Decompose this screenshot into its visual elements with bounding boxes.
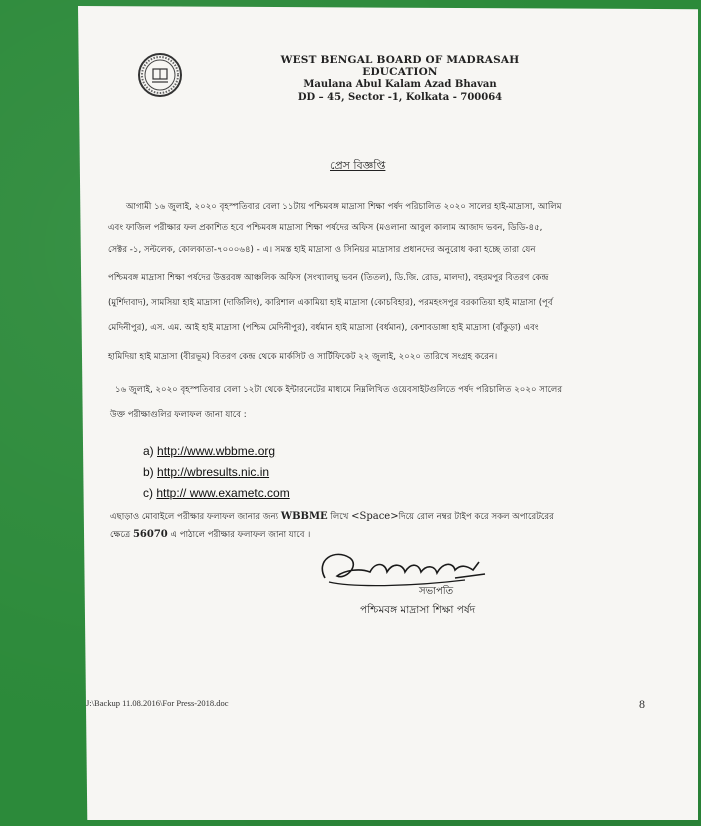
- para1-line: আগামী ১৬ জুলাই, ২০২০ বৃহস্পতিবার বেলা ১১টায় পশ্চিমবঙ্গ মাদ্রাসা শিক্ষা পর্ষদ পরিচালিত ২০২০ সালের হাই-মাদ্রাসা, আলিম: [126, 202, 562, 212]
- sms-line-2: [110, 528, 310, 542]
- letterhead: [250, 54, 550, 104]
- file-path: J:\Backup 11.08.2016\For Press-2018.doc: [86, 698, 229, 708]
- sms-number: 56070: [132, 529, 168, 540]
- signatory-organization: পশ্চিমবঙ্গ মাদ্রাসা শিক্ষা পর্ষদ: [360, 604, 476, 616]
- link-marker: c): [143, 486, 153, 500]
- para1-line: (মুর্শিদাবাদ), সামসিয়া হাই মাদ্রাসা (দার্জিলিং), কারিশাল একামিয়া হাই মাদ্রাসা (কোচবিহার), পরমহংসপুর বরকাতিয়া হাই মাদ্রাসা (পূর্ব: [108, 298, 553, 308]
- signatory-designation: সভাপতি: [419, 586, 454, 597]
- para1-line: হামিদিয়া হাই মাদ্রাসা (বীরভূম) বিতরণ কেন্দ্র থেকে মার্কসিট ও সার্টিফিকেট ২২ জুলাই, ২০২০ তারিখে সংগ্রহ করেন।: [108, 352, 498, 362]
- page-number: 8: [639, 697, 645, 711]
- para1-line: মেদিনীপুর), এস. এম. আই হাই মাদ্রাসা (পশ্চিম মেদিনীপুর), বর্ধমান হাই মাদ্রাসা (বর্ধমান), কেশাবডাঙ্গা হাই মাদ্রাসা (বাঁকুড়া) এবং: [108, 323, 539, 333]
- sms-text-pre2: ক্ষেত্রে: [110, 530, 133, 540]
- link-wbresults[interactable]: http://wbresults.nic.in: [157, 465, 270, 479]
- sms-text-pre: এছাড়াও মোবাইলে পরীক্ষার ফলাফল জানার জন্য: [110, 512, 281, 522]
- notice-title: প্রেস বিজ্ঞপ্তি: [330, 159, 386, 172]
- sms-text-post: দিয়ে রোল নম্বর টাইপ করে সকল অপারেটরের: [398, 512, 554, 522]
- para1-line: এবং ফাজিল পরীক্ষার ফল প্রকাশিত হবে পশ্চিমবঙ্গ মাদ্রাসা শিক্ষা পর্ষদের অফিস (মওলানা আবুল কালাম আজাদ ভবন, ডিডি-৪৫,: [108, 223, 543, 233]
- link-item-wbresults: [143, 465, 269, 479]
- link-item-exametc: [143, 486, 290, 500]
- sms-line-1: [110, 510, 554, 524]
- sms-keyword: WBBME: [280, 511, 328, 522]
- link-marker: b): [143, 465, 154, 479]
- board-seal-icon: [137, 52, 183, 98]
- link-marker: a): [143, 444, 154, 458]
- sms-text-mid: লিখে: [327, 512, 352, 522]
- address: DD – 45, Sector -1, Kolkata - 700064: [297, 92, 503, 103]
- link-wbbme[interactable]: http://www.wbbme.org: [157, 444, 276, 458]
- sms-text-post2: এ পাঠালে পরীক্ষার ফলাফল জানা যাবে ।: [167, 530, 311, 540]
- para1-line: পশ্চিমবঙ্গ মাদ্রাসা শিক্ষা পর্ষদের উত্তরবঙ্গ আঞ্চলিক অফিস (সংখ্যালঘু ভবন (তিতল), ডি.জি. রোড, মালদা), বহরমপুর বিতরণ কেন্দ্র: [108, 273, 549, 283]
- sms-space-token: <Space>: [351, 511, 399, 522]
- para2-line: ১৬ জুলাই, ২০২০ বৃহস্পতিবার বেলা ১২টা থেকে ইন্টারনেটের মাধ্যমে নিম্নলিখিত ওয়েবসাইটগুলিতে পর্ষদ পরিচালিত ২০২০ সালের: [115, 385, 563, 395]
- link-item-wbbme: [143, 444, 275, 458]
- para1-line: সেক্টর -১, সল্টলেক, কোলকাতা-৭০০০৬৪) - এ। সমস্ত হাই মাদ্রাসা ও সিনিয়র মাদ্রাসার প্রধানদের অনুরোধ করা হচ্ছে তারা যেন: [108, 245, 536, 255]
- org-name: WEST BENGAL BOARD OF MADRASAH EDUCATION: [280, 54, 520, 78]
- para2-line: উক্ত পরীক্ষাগুলির ফলাফল জানা যাবে :: [110, 410, 247, 420]
- link-exametc[interactable]: http:// www.exametc.com: [156, 486, 290, 500]
- signature-image: [315, 540, 490, 595]
- building-name: Maulana Abul Kalam Azad Bhavan: [303, 79, 497, 90]
